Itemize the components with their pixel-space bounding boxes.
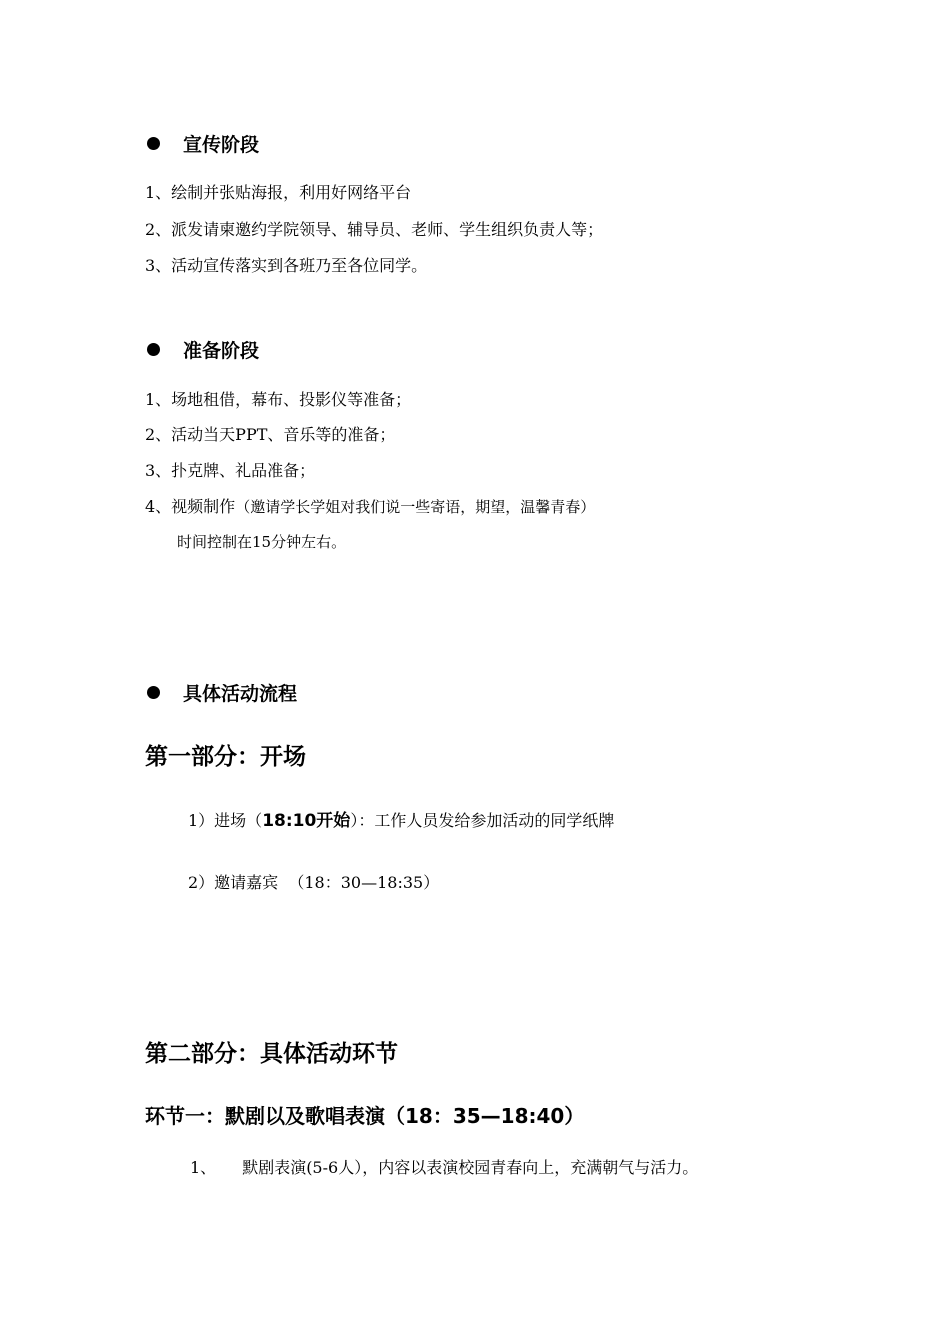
preparation-item-4 bbox=[145, 494, 595, 517]
bullet-icon bbox=[147, 686, 160, 699]
publicity-item-3: 3、活动宣传落实到各班乃至各位同学。 bbox=[145, 256, 428, 275]
publicity-item-1: 1、绘制并张贴海报，利用好网络平台 bbox=[145, 183, 412, 202]
segment-1-heading: 环节一：默剧以及歌唱表演（18：35—18:40） bbox=[145, 1104, 585, 1128]
section-heading: 宣传阶段 bbox=[183, 134, 260, 156]
preparation-item-4-note: （邀请学长学姐对我们说一些寄语，期望，温馨青春） bbox=[235, 498, 596, 516]
segment-1-item-text: 默剧表演(5-6人），内容以表演校园青春向上，充满朝气与活力。 bbox=[242, 1158, 699, 1177]
step-1-prefix: 1）进场（ bbox=[188, 811, 263, 830]
step-2-prefix: 2）邀请嘉宾 bbox=[188, 873, 279, 892]
segment-1-item-number: 1、 bbox=[190, 1158, 217, 1177]
bullet-icon bbox=[147, 343, 160, 356]
part1-step-2 bbox=[188, 870, 439, 893]
part1-step-1 bbox=[188, 806, 614, 831]
section-heading: 具体活动流程 bbox=[183, 683, 298, 705]
step-1-text: ）：工作人员发给参加活动的同学纸牌 bbox=[350, 811, 615, 830]
section-heading: 准备阶段 bbox=[183, 340, 260, 362]
preparation-item-3: 3、扑克牌、礼品准备； bbox=[145, 461, 316, 480]
preparation-item-2: 2、活动当天PPT、音乐等的准备； bbox=[145, 425, 396, 444]
preparation-item-4-continuation: 时间控制在15分钟左右。 bbox=[177, 533, 347, 551]
segment-1-item-1 bbox=[190, 1155, 698, 1178]
step-1-time: 18:10开始 bbox=[262, 811, 351, 831]
section-flow-heading bbox=[147, 679, 297, 706]
part1-title: 第一部分：开场 bbox=[145, 744, 306, 770]
section-publicity-heading bbox=[147, 130, 259, 157]
section-preparation-heading bbox=[147, 336, 259, 363]
preparation-item-1: 1、场地租借，幕布、投影仪等准备； bbox=[145, 390, 412, 409]
bullet-icon bbox=[147, 137, 160, 150]
preparation-item-4-main: 4、视频制作 bbox=[145, 497, 236, 516]
publicity-item-2: 2、派发请柬邀约学院领导、辅导员、老师、学生组织负责人等； bbox=[145, 220, 604, 239]
part2-title: 第二部分：具体活动环节 bbox=[145, 1041, 398, 1067]
step-2-time: （18：30—18:35） bbox=[288, 873, 440, 892]
